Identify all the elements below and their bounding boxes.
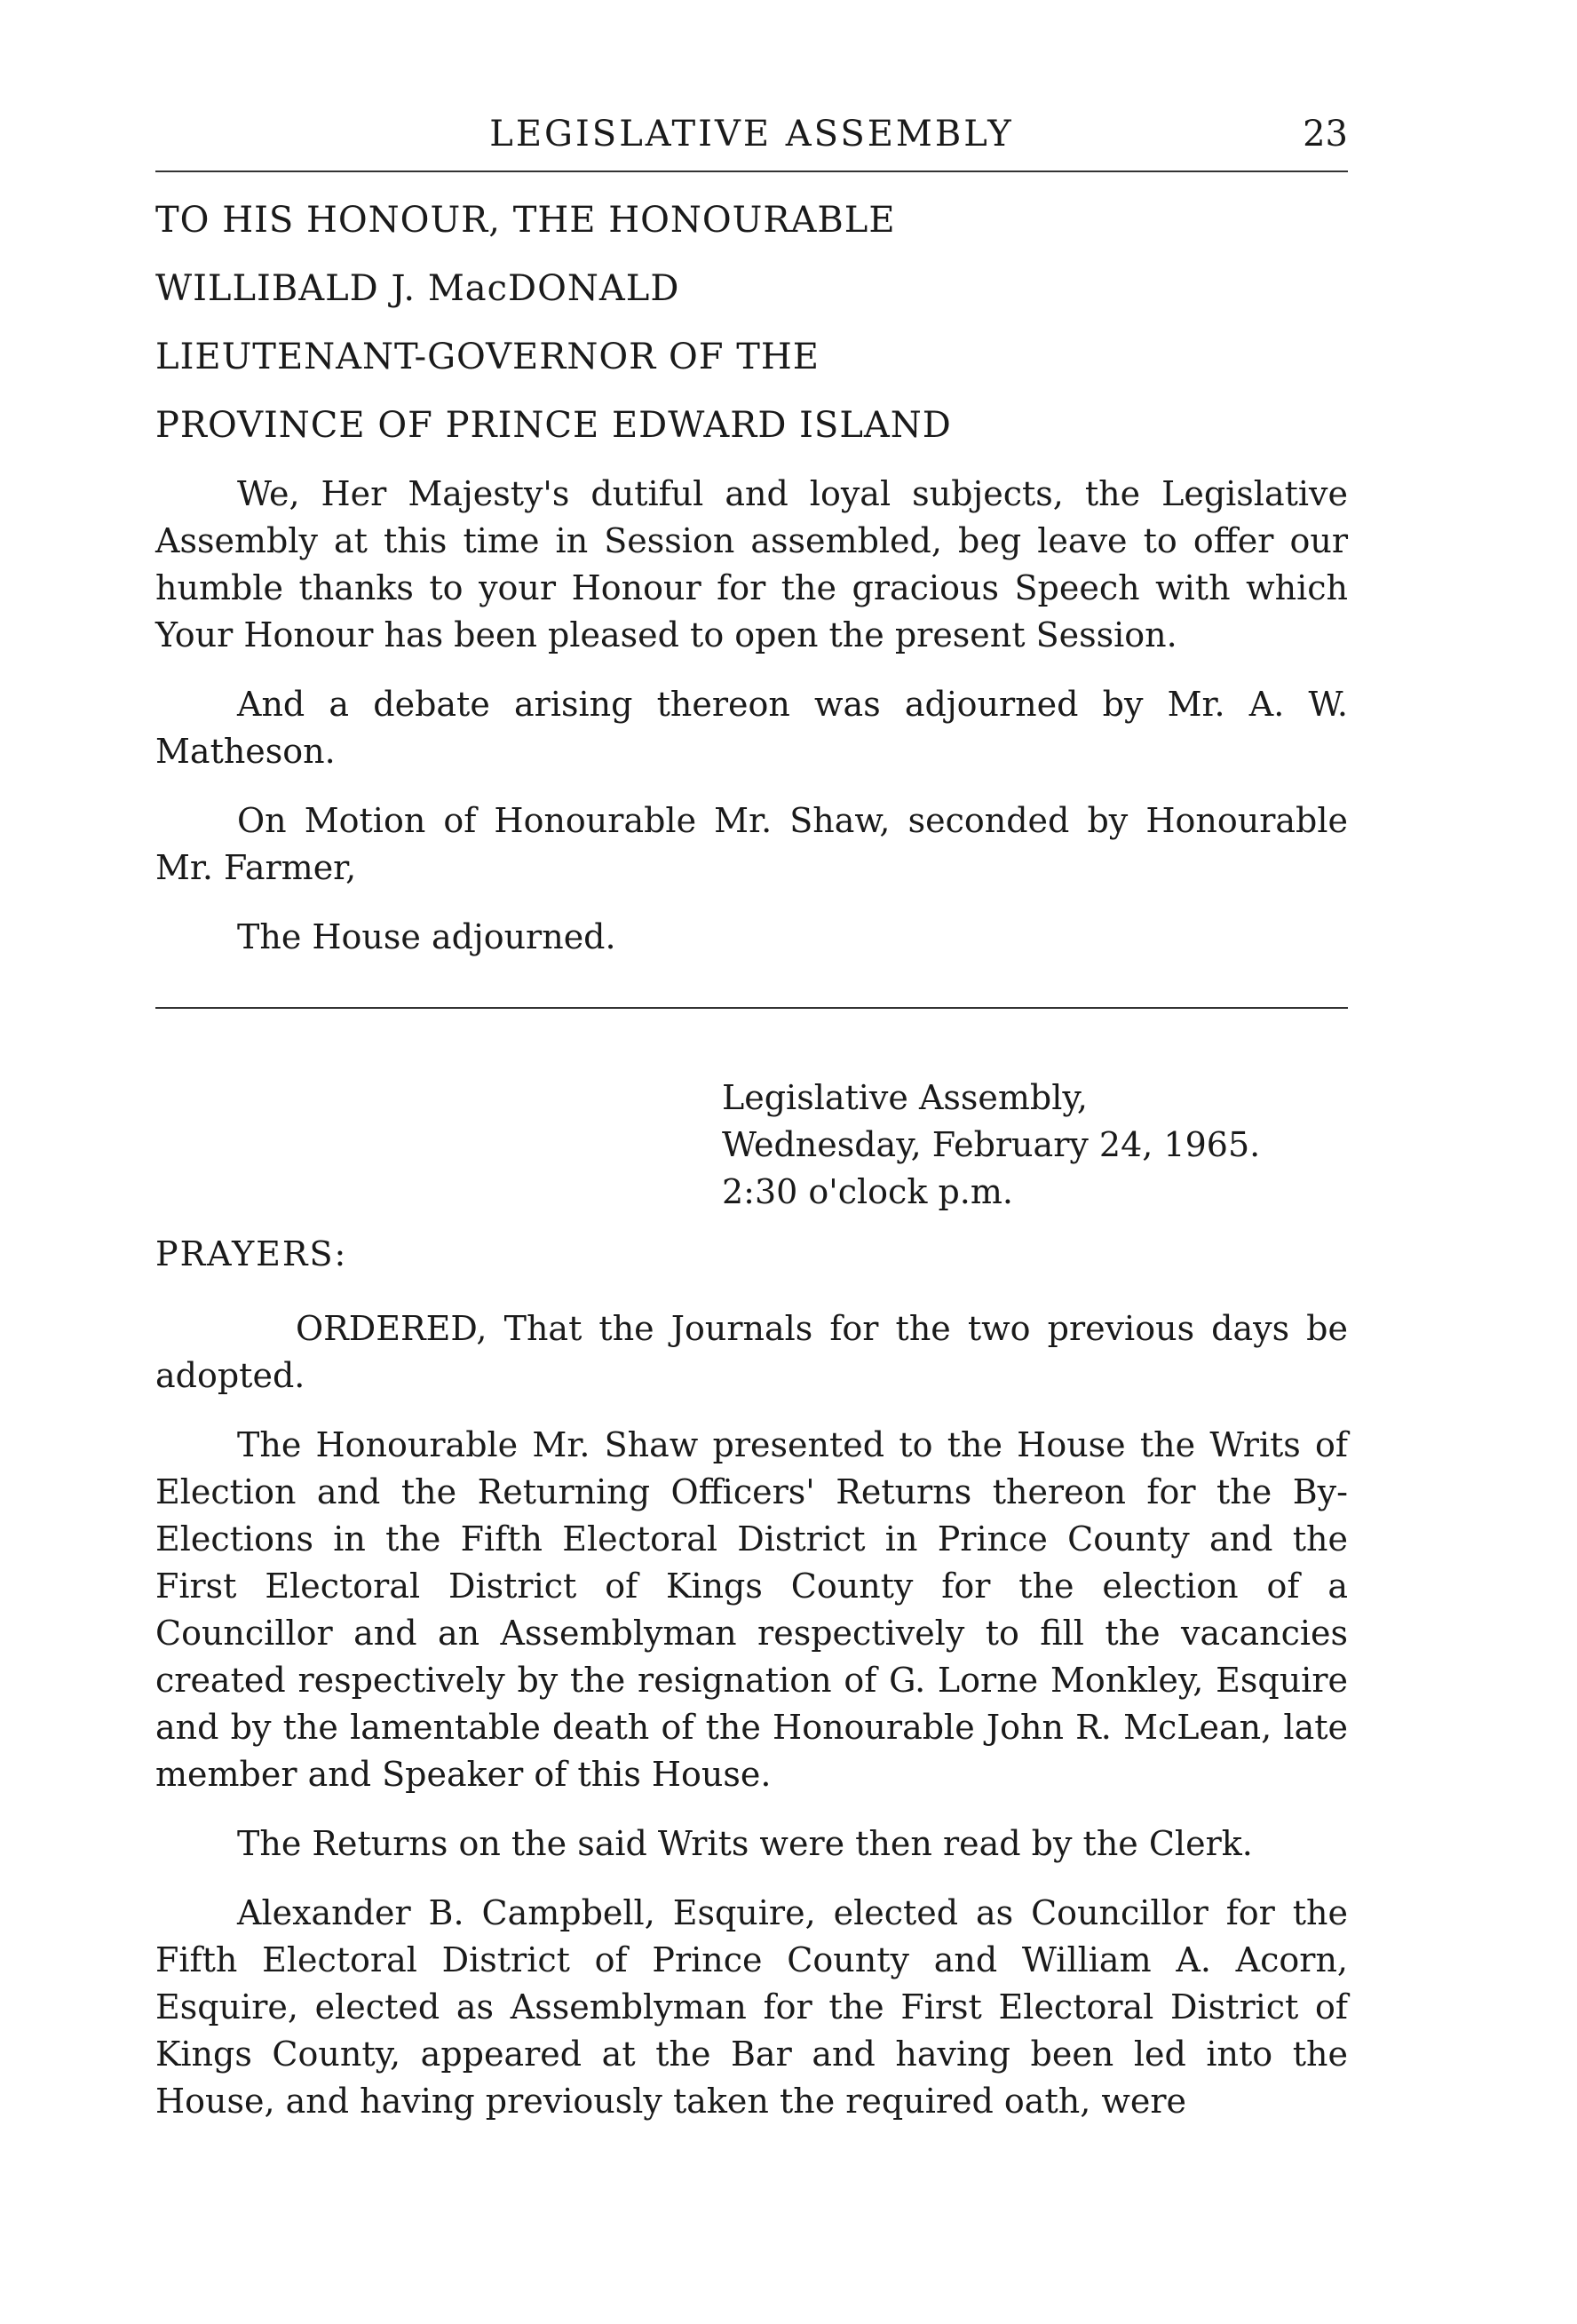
dateline-line: Legislative Assembly, (722, 1078, 1088, 1117)
address-line: LIEUTENANT-GOVERNOR OF THE (155, 337, 820, 377)
dateline-line: 2:30 o'clock p.m. (722, 1172, 1013, 1211)
running-header (155, 114, 1348, 167)
address-line: TO HIS HONOUR, THE HONOURABLE (155, 200, 896, 241)
reply-block (155, 471, 1348, 961)
writs-paragraph: The Honourable Mr. Shaw presented to the House the Writs of Election and the Returning Officers' Returns thereon for the By-Elections in the Fifth Electoral District in Prince County and the First Electoral District of Kings County for the election of a Councillor and an Assemblyman respectively to fill the vacancies created respectively by the resignation of G. Lorne Monkley, Esquire and by the lamentable death of the Honourable John R. McLean, late member and Speaker of this House. (155, 1425, 1348, 1794)
address-line: PROVINCE OF PRINCE EDWARD ISLAND (155, 405, 952, 446)
prayers-heading: PRAYERS: (155, 1234, 348, 1273)
sitting-dateline (722, 1075, 1348, 1216)
debate-paragraph: And a debate arising thereon was adjourned by Mr. A. W. Matheson. (155, 685, 1348, 771)
address-line: WILLIBALD J. MacDONALD (155, 268, 680, 309)
adjourned-paragraph: The House adjourned. (237, 917, 616, 956)
page-number: 23 (1303, 114, 1348, 155)
dateline-line: Wednesday, February 24, 1965. (722, 1125, 1261, 1164)
header-rule (155, 171, 1348, 172)
campbell-paragraph: Alexander B. Campbell, Esquire, elected as Councillor for the Fifth Electoral District of Prince County and William A. Acorn, Esquire, elected as Assemblyman for the First Electoral District of Kings County, appeared at the Bar and having been led into the House, and having previously taken the required oath, were (155, 1893, 1348, 2121)
address-block (155, 194, 1348, 467)
motion-paragraph: On Motion of Honourable Mr. Shaw, seconded by Honourable Mr. Farmer, (155, 801, 1348, 887)
ordered-paragraph: ORDERED, That the Journals for the two previous days be adopted. (155, 1309, 1348, 1395)
returns-paragraph: The Returns on the said Writs were then read by the Clerk. (237, 1824, 1253, 1863)
reply-paragraph: We, Her Majesty's dutiful and loyal subjects, the Legislative Assembly at this time in Session assembled, beg leave to offer our humble thanks to your Honour for the gracious Speech with which Your Honour has been pleased to open the present Session. (155, 474, 1348, 654)
proceedings-block (155, 1305, 1348, 2125)
running-header-title: LEGISLATIVE ASSEMBLY (489, 114, 1014, 155)
section-divider (155, 1007, 1348, 1009)
